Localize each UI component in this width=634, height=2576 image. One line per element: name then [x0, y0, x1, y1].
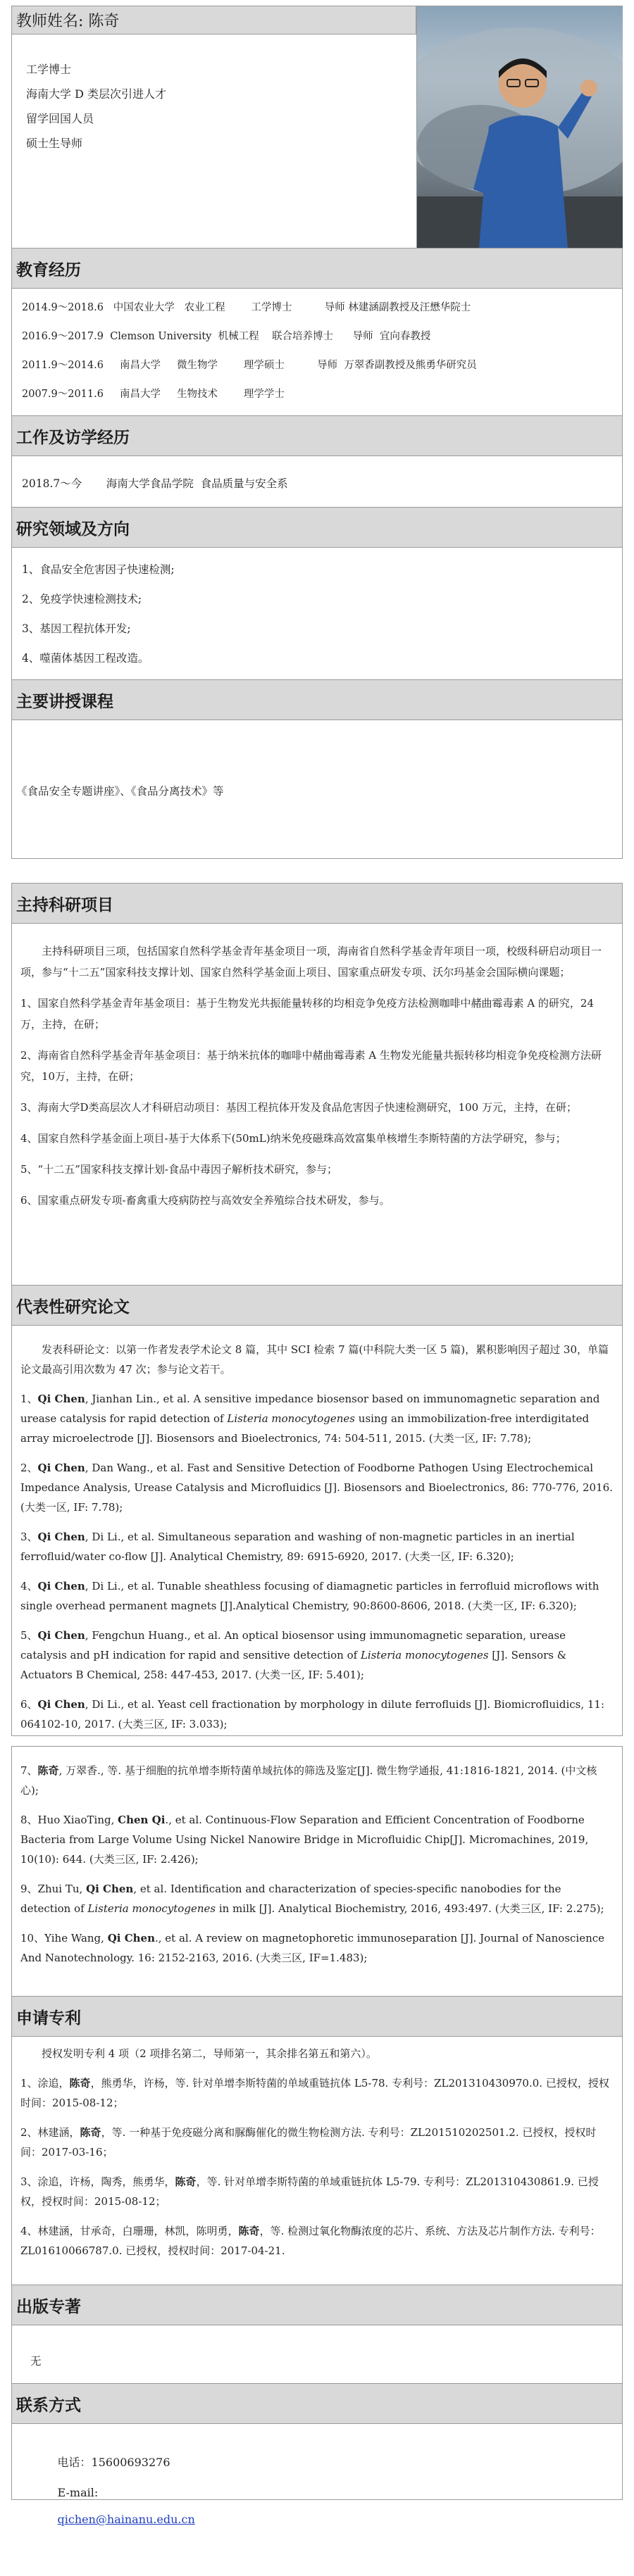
patent-author-highlight: 陈奇 [175, 2175, 197, 2188]
patent-details: ，等. 检测过氧化物酶浓度的芯片、系统、方法及芯片制作方法. 专利号：ZL01610066787.0. 已授权，授权时间：2017-04-21. [20, 2225, 601, 2257]
paper-citation-tail: [J]. Sensors & Actuators B Chemical, 258: 447-453, 2017. (大类一区, IF: 5.401); [20, 1649, 567, 1681]
paper-species-name: Listeria monocytogenes [360, 1649, 489, 1661]
paper-item [20, 1576, 614, 1616]
projects-intro: 主持科研项目三项，包括国家自然科学基金青年基金项目一项，海南省自然科学基金青年项目一项，校级科研启动项目一项，参与“十二五”国家科技支撑计划、国家自然科学基金面上项目、国家重点研发专项、沃尔玛基金会国际横向课题； [20, 945, 602, 979]
patent-details: ，熊勇华，许杨，等. 针对单增李斯特菌的单域重链抗体 L5-78. 专利号：ZL201310430970.0. 已授权，授权时间：2015-08-12； [20, 2077, 609, 2109]
paper-author-highlight: Chen Qi [118, 1814, 166, 1826]
education-item: 2007.9～2011.6 南昌大学 生物技术 理学学士 [22, 389, 285, 400]
paper-number: 5、 [20, 1629, 38, 1642]
patent-item [20, 2123, 614, 2162]
teacher-name: 教师姓名: 陈奇 [16, 13, 120, 30]
paper-item [20, 1879, 614, 1918]
paper-number: 7、 [20, 1764, 38, 1777]
profile-titles [26, 57, 166, 156]
patent-inventors: 2、林建涵， [20, 2126, 80, 2139]
paper-number: 2、 [20, 1462, 38, 1474]
paper-item [20, 1626, 614, 1685]
paper-citation: , Di Li., et al. Simultaneous separation and washing of non-magnetic particles in an inertial ferrofluid/water co-flow [J]. Analytical Chemistry, 89: 6915-6920, 2017. (大类一区, IF: 6.320); [20, 1531, 575, 1563]
contact-email [36, 2473, 195, 2539]
paper-author-highlight: Qi Chen [37, 1629, 85, 1642]
paper-citation: , Fengchun Huang., et al. An optical biosensor using immunomagnetic separation, urease catalysis and pH indication for rapid and sensitive detection of [20, 1629, 566, 1661]
patent-item [20, 2172, 614, 2211]
project-item: 5、“十二五”国家科技支撑计划-食品中毒因子解析技术研究，参与； [20, 1163, 337, 1176]
research-item: 3、基因工程抗体开发; [22, 622, 131, 635]
project-item: 1、国家自然科学基金青年基金项目：基于生物发光共振能量转移的均相竞争免疫方法检测咖啡中赭曲霉毒素 A 的研究，24 万，主持，在研； [20, 997, 595, 1031]
teacher-profile-page [11, 6, 623, 2526]
patents-list [20, 2073, 614, 2261]
paper-item [20, 1458, 614, 1517]
work-heading: 工作及访学经历 [12, 416, 622, 456]
research-item: 1、食品安全危害因子快速检测; [22, 563, 175, 576]
phone-label: 电话： [57, 2456, 92, 2469]
paper-citation-tail: using an immobilization-free interdigitated array microelectrode [J]. Biosensors and Bioelectronics, 74: 504-511, 2015. (大类一区, IF: 7.78); [20, 1412, 590, 1445]
paper-species-name: Listeria monocytogenes [227, 1412, 356, 1425]
paper-author-highlight: Qi Chen [107, 1932, 155, 1944]
title-item: 海南大学 D 类层次引进人才 [26, 87, 167, 101]
paper-author-highlight: 陈奇 [37, 1764, 59, 1777]
paper-number: 6、 [20, 1698, 38, 1711]
paper-species-name: Listeria monocytogenes [87, 1902, 216, 1915]
paper-number: 10、 [20, 1932, 45, 1944]
research-item: 4、噬菌体基因工程改造。 [22, 652, 149, 665]
paper-number: 9、 [20, 1883, 38, 1895]
paper-citation: , Di Li., et al. Tunable sheathless focusing of diamagnetic particles in ferrofluid microflows with single overhead permanent magnets [J].Analytical Chemistry, 90:8600-8606, 2018. (大类一区, IF: 6.320); [20, 1580, 599, 1612]
papers-heading: 代表性研究论文 [12, 1286, 622, 1326]
courses-section [11, 680, 623, 859]
paper-item [20, 1389, 614, 1448]
paper-number: 4、 [20, 1580, 38, 1592]
portrait-photo [416, 6, 623, 248]
patent-inventors: 3、涂追，许杨，陶秀，熊勇华， [20, 2175, 175, 2188]
papers-section [11, 1286, 623, 1736]
books-text: 无 [30, 2355, 42, 2368]
project-item: 3、海南大学D类高层次人才科研启动项目：基因工程抗体开发及食品危害因子快速检测研究，100 万元，主持，在研； [20, 1101, 577, 1114]
research-section [11, 508, 623, 680]
paper-coauthors: Yihe Wang, [44, 1932, 108, 1944]
patents-section [11, 1997, 623, 2285]
paper-number: 1、 [20, 1393, 38, 1405]
paper-author-highlight: Qi Chen [37, 1580, 85, 1592]
title-item: 硕士生导师 [26, 137, 83, 150]
paper-item [20, 1928, 614, 1968]
paper-number: 3、 [20, 1531, 38, 1543]
research-item: 2、免疫学快速检测技术; [22, 593, 142, 605]
contact-heading: 联系方式 [12, 2384, 622, 2424]
paper-citation: , Dan Wang., et al. Fast and Sensitive Detection of Foodborne Pathogen Using Electrochemical Impedance Analysis, Urease Catalysis and Microfluidics [J]. Biosensors and Bioelectronics, 86: 770-776, 2016. (大类一区, IF: 7.78); [20, 1462, 613, 1514]
paper-author-highlight: Qi Chen [86, 1883, 134, 1895]
portrait-illustration [417, 6, 623, 248]
name-header [12, 6, 416, 34]
contact-section [11, 2384, 623, 2526]
patent-author-highlight: 陈奇 [69, 2077, 91, 2090]
email-link[interactable]: qichen@hainanu.edu.cn [57, 2513, 195, 2526]
project-item: 2、海南省自然科学基金青年基金项目：基于纳米抗体的咖啡中赭曲霉毒素 A 生物发光能量共振转移均相竞争免疫检测方法研究，10万，主持，在研； [20, 1049, 602, 1083]
papers-list [20, 1389, 614, 1734]
papers-continued-body [12, 1747, 622, 1968]
patent-inventors: 4、林建涵，甘承奇，白珊珊，林凯，陈明勇， [20, 2225, 239, 2237]
projects-section [11, 883, 623, 1286]
patent-details: ，等. 一种基于免疫磁分离和脲酶催化的微生物检测方法. 专利号：ZL201510202501.2. 已授权，授权时间：2017-03-16； [20, 2126, 597, 2159]
patent-details: ，等. 针对单增李斯特菌的单域重链抗体 L5-79. 专利号：ZL201310430861.9. 已授权，授权时间：2015-08-12； [20, 2175, 599, 2208]
papers-intro: 发表科研论文：以第一作者发表学术论文 8 篇，其中 SCI 检索 7 篇(中科院大类一区 5 篇)，累积影响因子超过 30，单篇论文最高引用次数为 47 次；参与论文若干。 [20, 1343, 609, 1376]
patent-item [20, 2073, 614, 2113]
project-item: 4、国家自然科学基金面上项目-基于大体系下(50mL)纳米免疫磁珠高效富集单核增生李斯特菌的方法学研究，参与； [20, 1132, 566, 1145]
papers-continued-section [11, 1746, 623, 1997]
education-heading: 教育经历 [12, 249, 622, 289]
patent-item [20, 2221, 614, 2261]
paper-citation: ., et al. Continuous-Flow Separation and Efficient Concentration of Foodborne Bacteria from Large Volume Using Nickel Nanowire Bridge in Microfluidic Chip[J]. Micromachines, 2019, 10(10): 644. (大类三区, IF: 2.426); [20, 1814, 589, 1866]
paper-citation: , Di Li., et al. Yeast cell fractionation by morphology in dilute ferrofluids [J]. Biomicrofluidics, 11: 064102-10, 2017. (大类三区, IF: 3.033); [20, 1698, 605, 1730]
paper-citation-tail: in milk [J]. Analytical Biochemistry, 2016, 493:497. (大类三区, IF: 2.275); [216, 1902, 604, 1915]
paper-item [20, 1810, 614, 1869]
courses-heading: 主要讲授课程 [12, 680, 622, 720]
paper-author-highlight: Qi Chen [37, 1462, 85, 1474]
courses-text: 《食品安全专题讲座》、《食品分离技术》等 [16, 785, 224, 798]
work-section [11, 416, 623, 508]
project-item: 6、国家重点研发专项-畜禽重大疫病防控与高效安全养殖综合技术研发，参与。 [20, 1194, 390, 1207]
paper-citation: , 万翠香., 等. 基于细胞的抗单增李斯特菌单域抗体的筛选及鉴定[J]. 微生物学通报, 41:1816-1821, 2014. (中文核心); [20, 1764, 597, 1797]
work-item: 2018.7～今 海南大学食品学院 食品质量与安全系 [22, 477, 288, 490]
education-item: 2016.9～2017.9 Clemson University 机械工程 联合培养博士 导师 宜向春教授 [22, 331, 431, 342]
projects-heading: 主持科研项目 [12, 884, 622, 924]
education-item: 2014.9～2018.6 中国农业大学 农业工程 工学博士 导师 林建涵副教授及汪懋华院士 [22, 302, 471, 313]
paper-item [20, 1527, 614, 1566]
paper-number: 8、 [20, 1814, 38, 1826]
paper-citation: , et al. Identification and characterization of species-specific nanobodies for the detection of [20, 1883, 561, 1915]
paper-citation: , Jianhan Lin., et al. A sensitive impedance biosensor based on immunomagnetic separation and urease catalysis for rapid detection of [20, 1393, 600, 1425]
paper-coauthors: Huo XiaoTing, [37, 1814, 118, 1826]
books-heading: 出版专著 [12, 2285, 622, 2325]
profile-section [11, 6, 623, 249]
title-item: 留学回国人员 [26, 112, 94, 125]
patent-author-highlight: 陈奇 [238, 2225, 260, 2237]
research-heading: 研究领域及方向 [12, 508, 622, 548]
books-section [11, 2285, 623, 2384]
paper-author-highlight: Qi Chen [37, 1698, 85, 1711]
paper-citation: ., et al. A review on magnetophoretic immunoseparation [J]. Journal of Nanoscience And Nanotechnology. 16: 2152-2163, 2016. (大类三区, IF=1.483); [20, 1932, 605, 1964]
patents-intro: 授权发明专利 4 项（2 项排名第二，导师第一，其余排名第五和第六）。 [42, 2047, 377, 2060]
education-section [11, 249, 623, 416]
papers-list-continued [20, 1761, 614, 1968]
paper-author-highlight: Qi Chen [37, 1531, 85, 1543]
title-item: 工学博士 [26, 63, 72, 76]
email-label: E-mail: [57, 2486, 99, 2499]
projects-body [12, 924, 622, 1211]
paper-item [20, 1761, 614, 1800]
papers-body [12, 1326, 622, 1734]
patents-heading: 申请专利 [12, 1997, 622, 2037]
phone-number: 15600693276 [91, 2456, 170, 2469]
patent-author-highlight: 陈奇 [80, 2126, 101, 2139]
education-item: 2011.9～2014.6 南昌大学 微生物学 理学硕士 导师 万翠香副教授及熊勇华研究员 [22, 360, 477, 371]
paper-coauthors: Zhui Tu, [37, 1883, 87, 1895]
patent-inventors: 1、涂追， [20, 2077, 70, 2090]
patents-body [12, 2037, 622, 2261]
paper-item [20, 1695, 614, 1734]
paper-author-highlight: Qi Chen [37, 1393, 85, 1405]
